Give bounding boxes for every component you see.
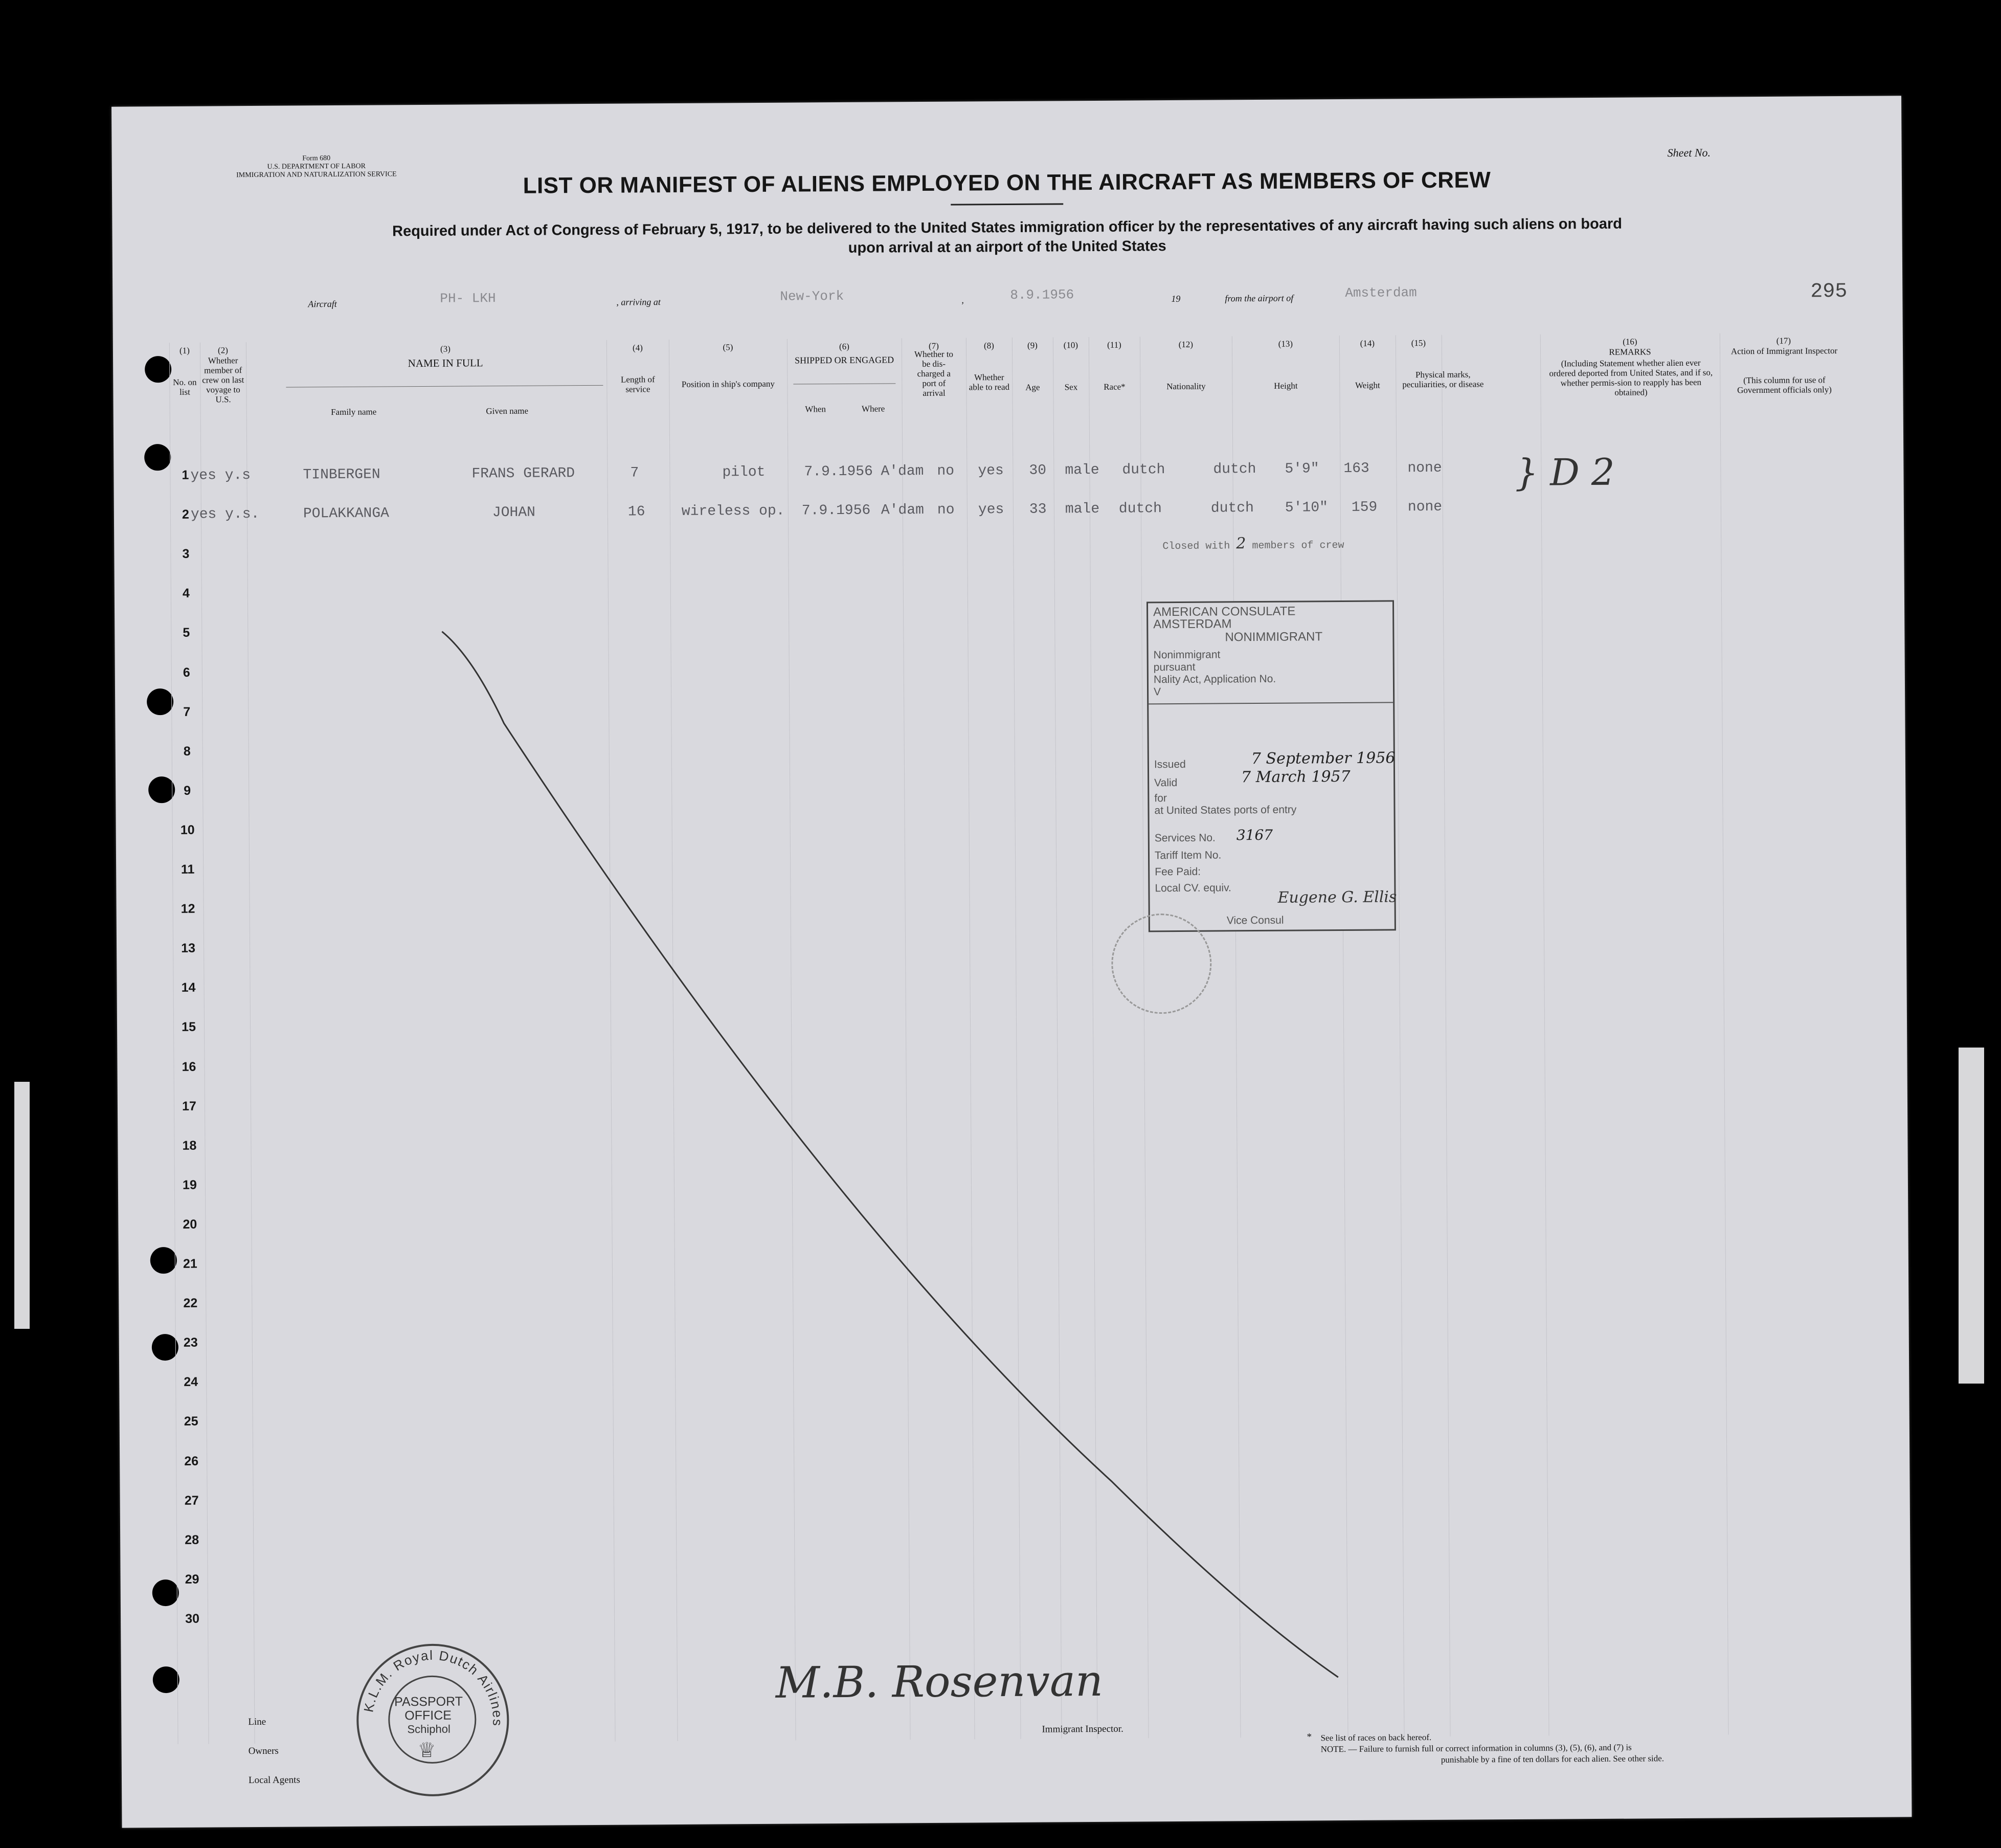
col7-header-text: Whether to be dis-charged a port of arrival: [914, 349, 954, 398]
col12-header: Nationality: [1166, 381, 1206, 392]
consular-visa-stamp: [1146, 600, 1396, 932]
col11-number: (11): [1107, 340, 1121, 350]
col11-header: Race*: [1104, 382, 1126, 392]
col3-number: (3): [440, 344, 451, 354]
note-star: *: [1307, 1731, 1312, 1743]
row-number: 30: [185, 1611, 200, 1626]
height: 5'10": [1285, 500, 1328, 516]
stamp-divider: [1149, 702, 1393, 704]
arriving-label: , arriving at: [616, 297, 661, 307]
physical-marks: none: [1407, 460, 1442, 477]
weight: 159: [1351, 499, 1378, 516]
col8-number: (8): [983, 341, 994, 351]
col17-header-text: Action of Immigrant Inspector: [1730, 346, 1838, 357]
col10-number: (10): [1063, 340, 1078, 350]
issued-date: 7 September 1956: [1251, 749, 1396, 768]
row-number: 16: [182, 1059, 196, 1074]
page-title: LIST OR MANIFEST OF ALIENS EMPLOYED ON THE AIRCRAFT AS MEMBERS OF CREW: [523, 167, 1491, 198]
col14-number: (14): [1360, 338, 1375, 348]
row-number: 15: [182, 1020, 196, 1035]
engaged-when: 7.9.1956: [804, 463, 873, 480]
row-number: 23: [183, 1335, 198, 1350]
given-name: FRANS GERARD: [471, 465, 575, 482]
from-label: from the airport of: [1225, 293, 1294, 304]
sex: male: [1065, 462, 1099, 479]
row-number: 7: [183, 704, 191, 719]
position: pilot: [722, 464, 766, 481]
engaged-when: 7.9.1956: [801, 502, 871, 519]
age: 30: [1029, 462, 1047, 479]
col8-header-text: Whether able to read: [969, 372, 1010, 392]
aircraft-label: Aircraft: [308, 299, 337, 309]
col9-number: (9): [1027, 340, 1038, 350]
col13-number: (13): [1278, 339, 1293, 349]
row-number: 4: [182, 586, 190, 601]
aircraft-value: PH- LKH: [440, 291, 496, 306]
manifest-sheet: [111, 96, 1912, 1828]
able-to-read: yes: [978, 463, 1004, 479]
age: 33: [1029, 501, 1047, 518]
note-races: See list of races on back hereof.: [1320, 1732, 1432, 1743]
line-label: Line: [248, 1716, 266, 1728]
owners-label: Owners: [248, 1745, 279, 1757]
klm-passport-office-stamp: [356, 1643, 509, 1797]
discharged: no: [937, 463, 955, 479]
consul-signature: Eugene G. Ellis: [1277, 888, 1397, 907]
engaged-where: A'dam: [881, 502, 924, 519]
row-number: 13: [181, 941, 196, 956]
col17-number: (17): [1776, 336, 1791, 346]
length-of-service: 7: [630, 465, 639, 481]
from-value: Amsterdam: [1345, 285, 1417, 301]
klm-crown-icon: ♕: [417, 1738, 436, 1762]
physical-marks: none: [1407, 499, 1443, 516]
inspector-signature: M.B. Rosenvan: [775, 1655, 1104, 1708]
col6-number: (6): [839, 341, 849, 352]
weight: 163: [1343, 460, 1369, 477]
note-penalty: NOTE. — Failure to furnish full or correct information in columns (3), (5), (6), and (7) is: [1320, 1742, 1632, 1754]
stamp-line-5: pursuant: [1153, 661, 1196, 674]
col6a-header: When: [805, 404, 826, 414]
klm-office-label: OFFICE: [404, 1708, 452, 1723]
valid-date: 7 March 1957: [1241, 767, 1351, 787]
row-number: 8: [183, 744, 191, 759]
issued-label: Issued: [1154, 758, 1186, 771]
col10-header: Sex: [1064, 382, 1078, 392]
col3a-header: Family name: [331, 407, 377, 417]
row-number: 11: [181, 862, 195, 877]
col5-header-text: Position in ship's company: [681, 378, 775, 389]
row-number: 5: [183, 626, 190, 640]
row-number: 9: [184, 783, 191, 798]
prev-voyage: yes y.s.: [190, 506, 260, 523]
valid-label: Valid: [1154, 776, 1178, 789]
subtitle-line-2: upon arrival at an airport of the United States: [848, 238, 1166, 256]
comma-separator: ,: [961, 295, 964, 305]
closed-suffix: members of crew: [1252, 539, 1344, 552]
closed-with-label: Closed with: [1162, 540, 1230, 553]
col12-number: (12): [1178, 339, 1194, 349]
service-name: IMMIGRATION AND NATURALIZATION SERVICE: [236, 170, 397, 180]
tariff-label: Tariff Item No.: [1154, 849, 1222, 862]
sheet-number-label: Sheet No.: [1667, 146, 1711, 160]
col6-header: SHIPPED OR ENGAGED: [795, 354, 894, 366]
nationality: dutch: [1210, 500, 1254, 517]
row-number: 6: [183, 665, 190, 680]
col5-number: (5): [723, 342, 733, 352]
row-number: 21: [183, 1256, 197, 1271]
fee-label: Fee Paid:: [1155, 865, 1201, 878]
row-number: 29: [185, 1572, 199, 1587]
col3-header: NAME IN FULL: [408, 357, 483, 370]
services-number: 3167: [1236, 826, 1273, 844]
family-name: TINBERGEN: [303, 466, 380, 483]
engaged-where: A'dam: [881, 463, 924, 480]
position: wireless op.: [681, 503, 785, 520]
col4-header-text: Length of service: [620, 374, 655, 394]
stamp-line-7: V: [1153, 686, 1161, 698]
col4-number: (4): [632, 343, 643, 353]
row-number: 25: [184, 1414, 198, 1429]
discharged: no: [937, 502, 955, 518]
prev-voyage: yes y.s: [190, 467, 251, 484]
row-number: 19: [182, 1177, 197, 1192]
row-number: 24: [184, 1375, 198, 1390]
row-number: 27: [184, 1493, 199, 1508]
sex: male: [1065, 501, 1100, 518]
row-number: 14: [181, 981, 196, 995]
nationality: dutch: [1213, 461, 1256, 478]
col16-subheader-text: (Including Statement whether alien ever ordered deported from United States, and if so, whether permis-sion to reapply has been obtained): [1549, 358, 1713, 397]
col9-header: Age: [1025, 382, 1040, 392]
race: dutch: [1122, 462, 1165, 478]
local-agents-label: Local Agents: [248, 1774, 300, 1786]
inspector-label: Immigrant Inspector.: [1042, 1723, 1123, 1735]
year-label: 19: [1171, 293, 1181, 304]
diagonal-strike-line: [111, 96, 1912, 1828]
row-number: 10: [180, 822, 195, 837]
local-equiv-label: Local CV. equiv.: [1155, 882, 1231, 895]
stamp-line-4: Nonimmigrant: [1153, 649, 1221, 661]
row-number: 28: [185, 1532, 199, 1547]
row-number: 3: [182, 546, 190, 562]
height: 5'9": [1285, 461, 1319, 477]
consulate-seal: [1111, 914, 1212, 1014]
stamp-line-1: AMERICAN CONSULATE: [1153, 604, 1296, 619]
date-value: 8.9.1956: [1010, 287, 1074, 303]
col14-header: Weight: [1355, 380, 1380, 390]
row-number: 26: [184, 1454, 199, 1468]
col16-number: (16): [1623, 337, 1637, 347]
arriving-value: New-York: [780, 288, 844, 304]
stamp-line-2: AMSTERDAM: [1153, 617, 1232, 632]
for-label: for: [1154, 792, 1167, 805]
ports-label: at United States ports of entry: [1154, 804, 1297, 817]
row-number: 12: [181, 901, 195, 916]
services-label: Services No.: [1154, 832, 1216, 844]
closed-count: 2: [1236, 535, 1246, 553]
given-name: JOHAN: [492, 504, 536, 521]
row-number: 20: [183, 1217, 197, 1232]
col2-number: (2): [217, 345, 228, 355]
col6b-header: Where: [861, 404, 885, 414]
col7-number: (7): [928, 341, 939, 351]
row-number: 2: [182, 507, 189, 522]
row-number: 18: [182, 1138, 197, 1153]
page-number: 295: [1810, 280, 1848, 304]
col1-header-text: No. on list: [173, 377, 197, 397]
vice-consul-label: Vice Consul: [1226, 914, 1284, 927]
row-number: 17: [182, 1099, 196, 1114]
row-number: 1: [182, 467, 189, 482]
col1-number: (1): [179, 345, 190, 355]
length-of-service: 16: [627, 504, 645, 520]
stamp-line-6: Nality Act, Application No.: [1153, 673, 1276, 686]
klm-schiphol-label: Schiphol: [407, 1722, 451, 1736]
department: U.S. DEPARTMENT OF LABOR: [267, 162, 366, 171]
family-name: POLAKKANGA: [303, 505, 390, 522]
col16-header: REMARKS: [1609, 347, 1651, 357]
svg-text:K.L.M. Royal Dutch Airlines: K.L.M. Royal Dutch Airlines: [361, 1647, 506, 1727]
col17-subheader-text: (This column for use of Government officials only): [1737, 375, 1832, 395]
stamp-line-3: NONIMMIGRANT: [1225, 630, 1323, 644]
handwritten-code: } D 2: [1515, 450, 1615, 494]
col15-number: (15): [1411, 338, 1426, 348]
col2-header-text: Whether member of crew on last voyage to U.S.: [202, 355, 244, 405]
able-to-read: yes: [978, 502, 1004, 518]
subtitle-line-1: Required under Act of Congress of February 5, 1917, to be delivered to the United States immigration officer by the representatives of any aircraft having such aliens on board: [392, 215, 1623, 240]
klm-passport-label: PASSPORT: [394, 1694, 463, 1709]
right-film-edge: [1959, 1048, 1984, 1384]
left-film-edge: [14, 1082, 30, 1329]
col13-header: Height: [1274, 381, 1298, 391]
row-number: 22: [183, 1296, 198, 1310]
col15-header-text: Physical marks, peculiarities, or disease: [1402, 369, 1484, 390]
race: dutch: [1118, 501, 1162, 517]
note-penalty-cont: punishable by a fine of ten dollars for each alien. See other side.: [1441, 1753, 1665, 1765]
col3b-header: Given name: [486, 406, 529, 416]
form-number: Form 680: [302, 154, 331, 163]
